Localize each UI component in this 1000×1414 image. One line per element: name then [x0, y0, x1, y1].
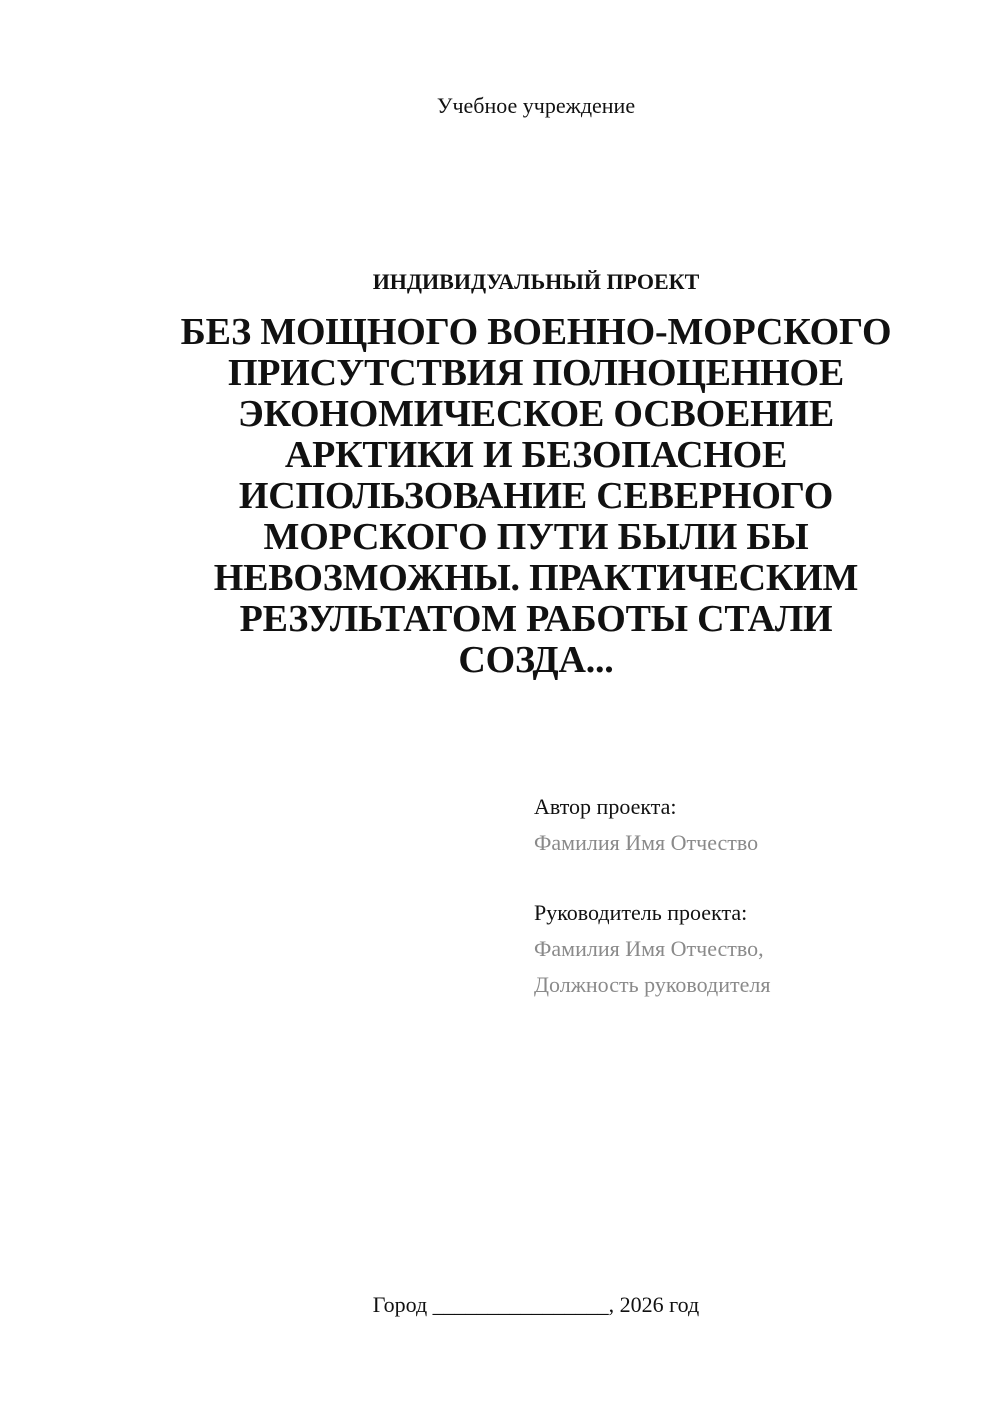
- title-line: РЕЗУЛЬТАТОМ РАБОТЫ СТАЛИ: [239, 598, 833, 640]
- author-name-placeholder: Фамилия Имя Отчество: [534, 830, 759, 855]
- supervisor-position-placeholder: Должность руководителя: [534, 972, 771, 997]
- author-label: Автор проекта:: [534, 794, 677, 819]
- title-line: АРКТИКИ И БЕЗОПАСНОЕ: [284, 434, 788, 476]
- city-year-line: Город ________________, 2026 год: [372, 1292, 700, 1317]
- title-line: СОЗДА...: [458, 639, 614, 681]
- spacer: [534, 861, 974, 895]
- project-title: [160, 312, 912, 681]
- title-line: МОРСКОГО ПУТИ БЫЛИ БЫ: [263, 516, 809, 558]
- title-line: ЭКОНОМИЧЕСКОЕ ОСВОЕНИЕ: [238, 393, 834, 435]
- title-line: ПРИСУТСТВИЯ ПОЛНОЦЕННОЕ: [227, 352, 845, 394]
- document-type: ИНДИВИДУАЛЬНЫЙ ПРОЕКТ: [372, 269, 700, 294]
- title-line: НЕВОЗМОЖНЫ. ПРАКТИЧЕСКИМ: [213, 557, 859, 599]
- supervisor-name-placeholder: Фамилия Имя Отчество,: [534, 936, 764, 961]
- title-line: БЕЗ МОЩНОГО ВОЕННО-МОРСКОГО: [180, 311, 892, 353]
- project-people-block: [534, 789, 974, 1003]
- title-line: ИСПОЛЬЗОВАНИЕ СЕВЕРНОГО: [238, 475, 834, 517]
- institution-name: Учебное учреждение: [436, 93, 636, 118]
- supervisor-label: Руководитель проекта:: [534, 900, 748, 925]
